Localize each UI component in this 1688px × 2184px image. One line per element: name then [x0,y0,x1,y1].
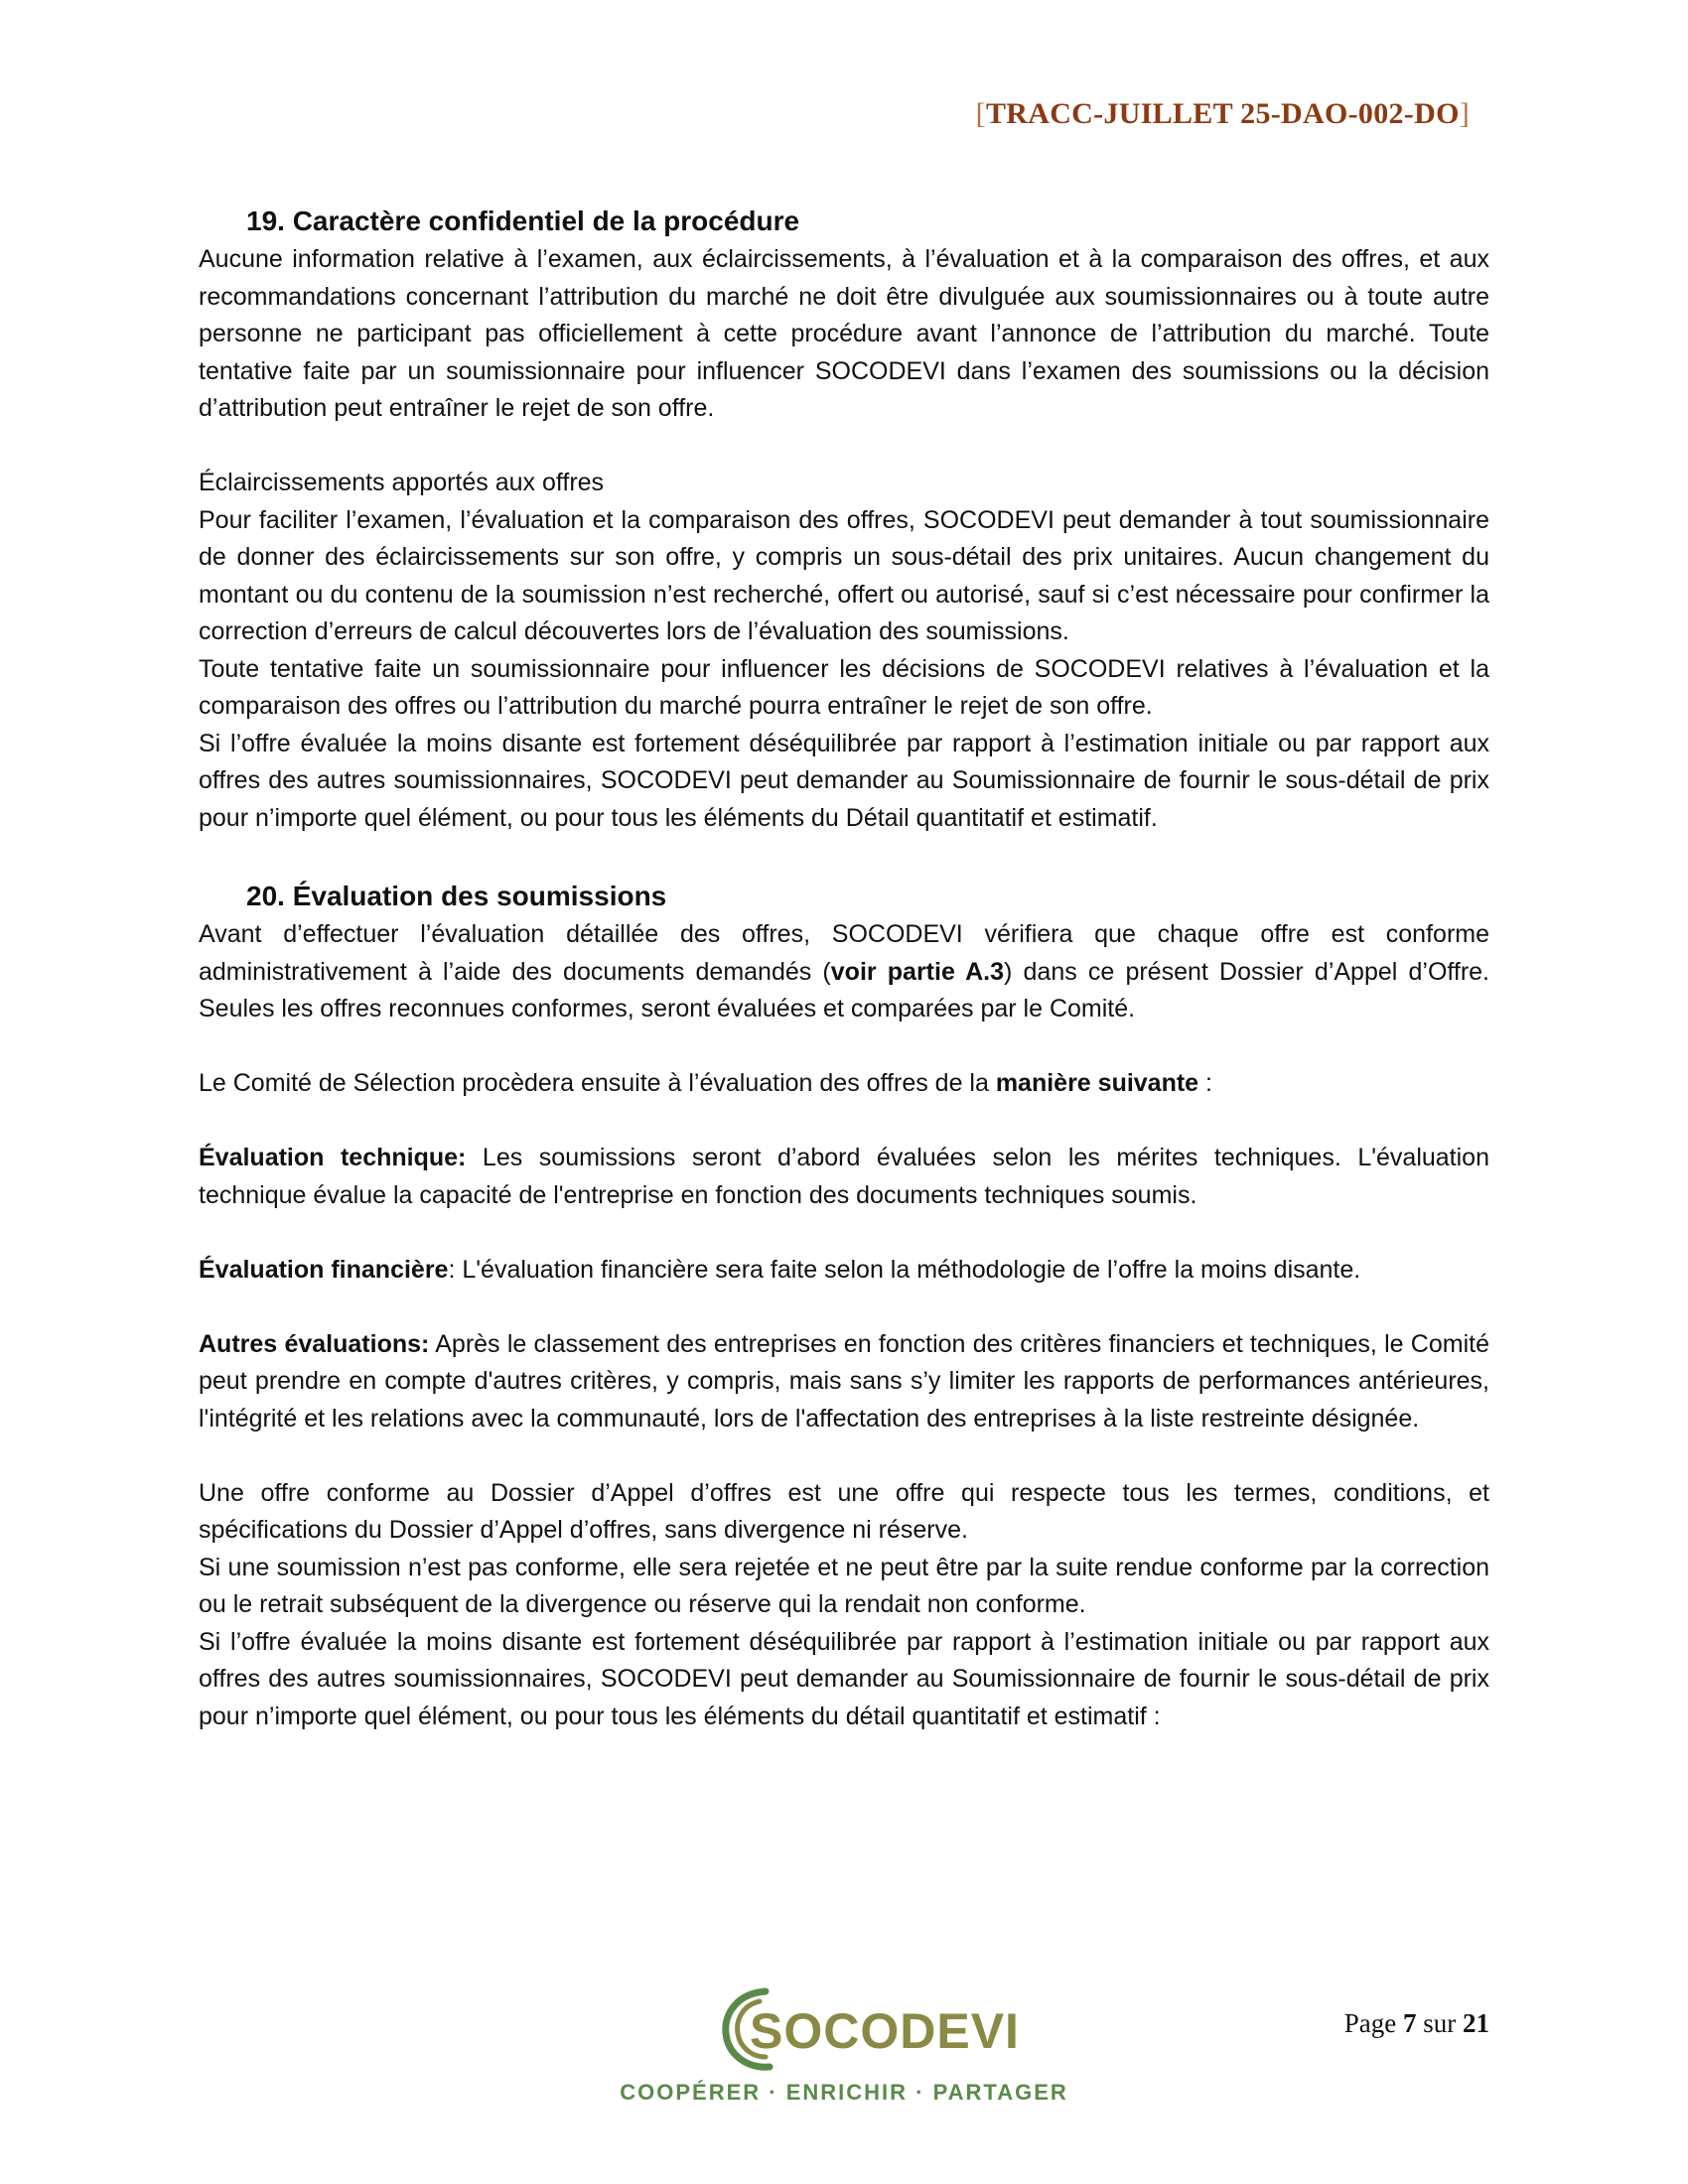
section-19-paragraph-3: Toute tentative faite un soumissionnaire pour influencer les décisions de SOCODEVI relatives à l’évaluation et la comparaison des offres ou l’attribution du marché pourra entraîner le rejet de son offre. [199,654,1489,720]
section-19-paragraph-1: Aucune information relative à l’examen, aux éclaircissements, à l’évaluation et à la comparaison des offres, et aux recommandations concernant l’attribution du marché ne doit être divulguée aux soumissionnaires ou à toute autre personne ne participant pas officiellement à cette procédure avant l’annonce de l’attribution du marché. Toute tentative faite par un soumissionnaire pour influencer SOCODEVI dans l’examen des soumissions ou la décision d’attribution peut entraîner le rejet de son offre. [199,245,1489,422]
bracket-close: ] [1459,97,1470,130]
total-pages: 21 [1463,2008,1489,2038]
other-evaluations: Autres évaluations: Après le classement des entreprises en fonction des critères financiers et techniques, le Comité peut prendre en compte d'autres critères, y compris, mais sans s’y limiter les rapports de performances antérieures, l'intégrité et les relations avec la communauté, lors de l'affectation des entreprises à la liste restreinte désignée. [199,1329,1489,1433]
reference-part-a3: voir partie A.3 [830,957,1005,986]
clarifications-subheading: Éclaircissements apportés aux offres [199,469,605,496]
current-page: 7 [1403,2008,1417,2038]
section-20-paragraph-4: Si une soumission n’est pas conforme, elle sera rejetée et ne peut être par la suite rendue conforme par la correction ou le retrait subséquent de la divergence ou réserve qui la rendait non conforme. [199,1553,1489,1618]
section-19-title: 19. Caractère confidentiel de la procédure [246,205,800,236]
bracket-open: [ [975,97,986,130]
footer-tagline: COOPÉRER · ENRICHIR · PARTAGER [620,2080,1068,2105]
financial-evaluation: Évaluation financière: L'évaluation financière sera faite selon la méthodologie de l’offre la moins disante. [199,1255,1361,1284]
section-19-paragraph-4: Si l’offre évaluée la moins disante est fortement déséquilibrée par rapport à l’estimation initiale ou par rapport aux offres des autres soumissionnaires, SOCODEVI peut demander au Soumissionnaire de fournir le sous-détail de prix pour n’importe quel élément, ou pour tous les éléments du Détail quantitatif et estimatif. [199,729,1489,832]
technical-evaluation-label: Évaluation technique: [199,1144,467,1171]
technical-evaluation: Évaluation technique: Les soumissions seront d’abord évaluées selon les mérites techniques. L'évaluation technique évalue la capacité de l'entreprise en fonction des documents techniques soumis. [199,1144,1489,1209]
section-20-title: 20. Évaluation des soumissions [246,881,667,911]
other-evaluations-label: Autres évaluations: [199,1329,430,1358]
document-reference [976,97,1470,131]
page-number: Page 7 sur 21 [1343,2008,1489,2038]
section-20-paragraph-3: Une offre conforme au Dossier d’Appel d’offres est une offre qui respecte tous les termes, conditions, et spécifications du Dossier d’Appel d’offres, sans divergence ni réserve. [199,1478,1489,1544]
section-20-paragraph-1: Avant d’effectuer l’évaluation détaillée des offres, SOCODEVI vérifiera que chaque offre est conforme administrativement à l’aide des documents demandés (voir partie A.3) dans ce présent Dossier d’Appel d’Offre. Seules les offres reconnues conformes, seront évaluées et comparées par le Comité. [199,920,1490,1023]
financial-evaluation-label: Évaluation financière [199,1255,449,1284]
reference-code: TRACC-JUILLET 25-DAO-002-DO [985,97,1460,130]
section-20-paragraph-2: Le Comité de Sélection procèdera ensuite à l’évaluation des offres de la manière suivante : [199,1069,1212,1097]
logo-wordmark: SOCODEVI [750,2003,1020,2059]
section-20-paragraph-5: Si l’offre évaluée la moins disante est fortement déséquilibrée par rapport à l’estimation initiale ou par rapport aux offres des autres soumissionnaires, SOCODEVI peut demander au Soumissionnaire de fournir le sous-détail de prix pour n’importe quel élément, ou pour tous les éléments du détail quantitatif et estimatif : [199,1627,1489,1730]
page-content [199,202,1489,1735]
section-19-paragraph-2: Pour faciliter l’examen, l’évaluation et la comparaison des offres, SOCODEVI peut demander à tout soumissionnaire de donner des éclaircissements sur son offre, y compris un sous-détail des prix unitaires. Aucun changement du montant ou du contenu de la soumission n’est recherché, offert ou autorisé, sauf si c’est nécessaire pour confirmer la correction d’erreurs de calcul découvertes lors de l’évaluation des soumissions. [199,505,1489,645]
page-footer [0,1976,1688,2184]
socodevi-logo [720,1983,1020,2073]
